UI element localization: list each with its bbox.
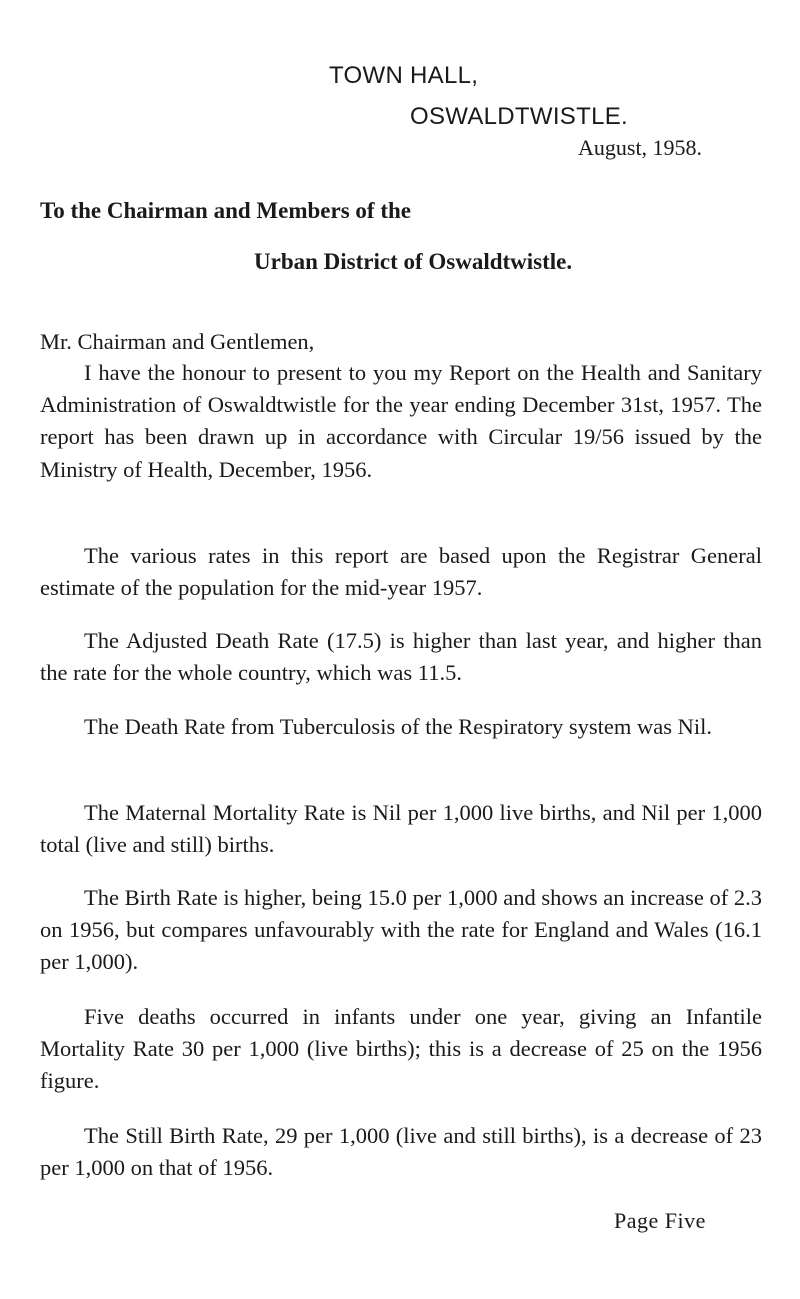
- address-line-town-hall: TOWN HALL,: [329, 62, 479, 89]
- paragraph-infantile-mortality: Five deaths occurred in infants under one year, giving an Infantile Mortality Rate 30 per 1,000 (live births); this is a decrease of 25 on the 1956 figure.: [40, 1004, 762, 1094]
- letter-date: August, 1958.: [578, 135, 703, 160]
- paragraph-birth-rate: The Birth Rate is higher, being 15.0 per 1,000 and shows an increase of 2.3 on 1956, but compares unfavourably with the rate for England and Wales (16.1 per 1,000).: [40, 885, 762, 975]
- paragraph-still-birth-rate: The Still Birth Rate, 29 per 1,000 (live and still births), is a decrease of 23 per 1,000 on that of 1956.: [40, 1123, 762, 1181]
- paragraph-report-introduction: I have the honour to present to you my Report on the Health and Sanitary Administration of Oswaldtwistle for the year ending December 31st, 1957. The report has been drawn up in accordance with Circular 19/56 issued by the Ministry of Health, December, 1956.: [40, 360, 762, 482]
- page-number-label: Page Five: [614, 1208, 706, 1233]
- paragraph-tuberculosis-death-rate: The Death Rate from Tuberculosis of the Respiratory system was Nil.: [84, 714, 713, 739]
- paragraph-maternal-mortality: The Maternal Mortality Rate is Nil per 1,000 live births, and Nil per 1,000 total (live and still) births.: [40, 800, 762, 858]
- address-line-town: OSWALDTWISTLE.: [410, 103, 628, 130]
- greeting: Mr. Chairman and Gentlemen,: [40, 329, 315, 354]
- addressee-line-2: Urban District of Oswaldtwistle.: [254, 249, 573, 274]
- paragraph-population-basis: The various rates in this report are based upon the Registrar General estimate of the population for the mid-year 1957.: [40, 543, 762, 601]
- paragraph-adjusted-death-rate: The Adjusted Death Rate (17.5) is higher than last year, and higher than the rate for the whole country, which was 11.5.: [40, 628, 762, 686]
- addressee-line-1: To the Chairman and Members of the: [40, 198, 411, 223]
